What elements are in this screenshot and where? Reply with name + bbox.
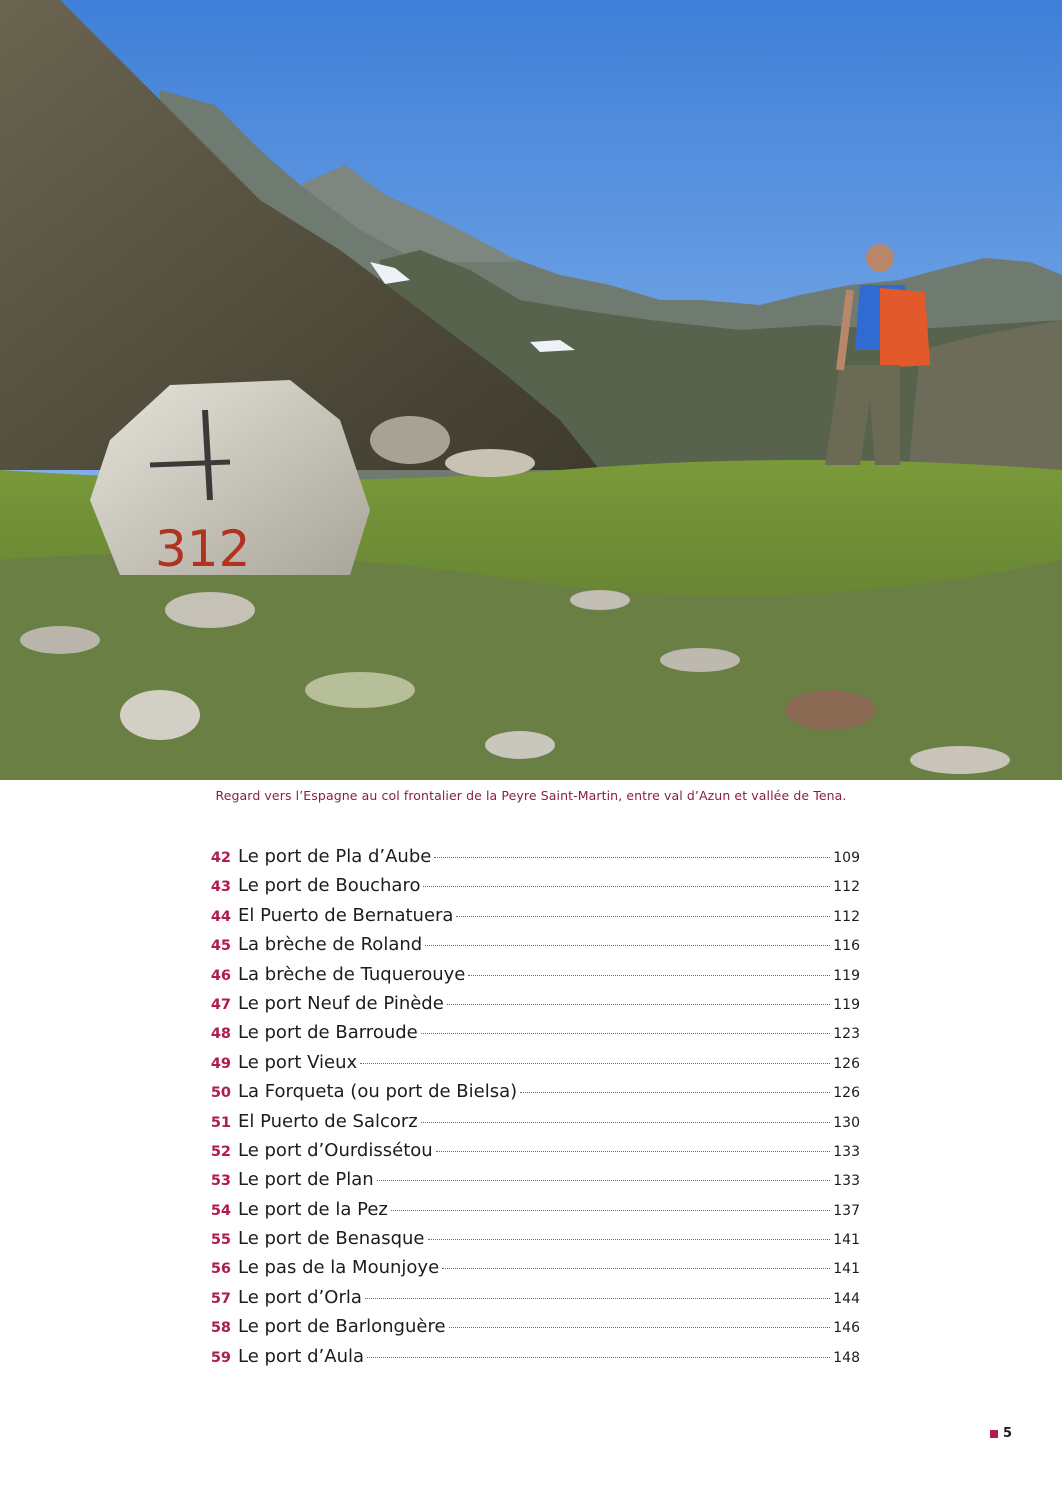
toc-leader-dots	[436, 1151, 830, 1152]
toc-entry-title: Le port d’Aula	[238, 1345, 365, 1367]
toc-entry-title: El Puerto de Bernatuera	[238, 904, 454, 926]
toc-entry-number: 48	[210, 1026, 231, 1043]
toc-entry-page: 119	[833, 996, 860, 1013]
boundary-stone-number: 312	[155, 520, 251, 578]
toc-entry-number: 46	[210, 967, 231, 984]
toc-leader-dots	[423, 886, 830, 887]
page-number: 5	[1002, 1426, 1012, 1441]
toc-leader-dots	[377, 1180, 830, 1181]
toc-entry-title: El Puerto de Salcorz	[238, 1110, 418, 1132]
toc-entry-page: 112	[833, 879, 860, 896]
toc-leader-dots	[447, 1004, 830, 1005]
toc-entry-title: Le port d’Ourdissétou	[238, 1139, 433, 1161]
toc-entry[interactable]	[198, 1287, 860, 1316]
toc-entry-number: 44	[210, 908, 231, 925]
toc-entry-title: Le port de Barroude	[238, 1022, 418, 1044]
toc-leader-dots	[367, 1357, 830, 1358]
toc-entry[interactable]	[198, 1257, 860, 1286]
toc-entry-number: 55	[210, 1232, 231, 1249]
toc-entry-number: 47	[210, 996, 231, 1013]
toc-entry-number: 52	[210, 1143, 231, 1160]
toc-entry-title: Le port de Plan	[238, 1169, 374, 1191]
toc-entry-page: 109	[833, 850, 860, 866]
toc-entry[interactable]	[198, 1169, 860, 1198]
toc-entry-number: 56	[210, 1261, 231, 1278]
toc-entry[interactable]	[198, 1052, 860, 1081]
toc-entry-title: Le port d’Orla	[238, 1286, 362, 1308]
toc-entry[interactable]	[198, 993, 860, 1022]
toc-entry-number: 54	[210, 1202, 231, 1219]
toc-entry-title: Le port Vieux	[238, 1051, 358, 1073]
toc-entry-number: 59	[210, 1349, 231, 1366]
toc-entry[interactable]	[198, 1199, 860, 1228]
toc-entry-number: 58	[210, 1320, 231, 1337]
toc-entry[interactable]	[198, 1081, 860, 1110]
toc-entry-number: 42	[210, 850, 231, 866]
toc-entry-page: 141	[833, 1232, 860, 1249]
toc-entry[interactable]	[198, 846, 860, 875]
page-folio	[990, 1426, 1012, 1441]
toc-leader-dots	[365, 1298, 830, 1299]
toc-entry-title: La brèche de Tuquerouye	[238, 963, 466, 985]
toc-leader-dots	[421, 1122, 830, 1123]
toc-leader-dots	[449, 1327, 830, 1328]
toc-leader-dots	[428, 1239, 831, 1240]
toc-entry[interactable]	[198, 964, 860, 993]
toc-entry-title: Le port de la Pez	[238, 1198, 388, 1220]
toc-entry-page: 112	[833, 908, 860, 925]
folio-square-icon	[990, 1430, 998, 1438]
toc-entry[interactable]	[198, 1346, 860, 1375]
toc-leader-dots	[456, 916, 830, 917]
toc-entry-title: Le port de Barlonguère	[238, 1316, 446, 1338]
toc-entry-page: 144	[833, 1290, 860, 1307]
toc-entry-page: 126	[833, 1055, 860, 1072]
toc-entry-page: 116	[833, 938, 860, 955]
toc-entry-page: 137	[833, 1202, 860, 1219]
toc-entry-number: 43	[210, 879, 231, 896]
toc-entry-page: 133	[833, 1173, 860, 1190]
toc-entry-title: Le port de Pla d’Aube	[238, 846, 432, 867]
toc-entry-number: 53	[210, 1173, 231, 1190]
toc-leader-dots	[442, 1268, 830, 1269]
toc-entry-title: La Forqueta (ou port de Bielsa)	[238, 1081, 518, 1103]
toc-entry-page: 119	[833, 967, 860, 984]
table-of-contents	[198, 846, 860, 1375]
toc-leader-dots	[520, 1092, 830, 1093]
toc-leader-dots	[425, 945, 830, 946]
toc-entry[interactable]	[198, 1140, 860, 1169]
toc-entry-number: 51	[210, 1114, 231, 1131]
toc-leader-dots	[468, 975, 830, 976]
toc-entry[interactable]	[198, 905, 860, 934]
toc-leader-dots	[391, 1210, 830, 1211]
toc-entry[interactable]	[198, 875, 860, 904]
toc-entry-page: 133	[833, 1143, 860, 1160]
toc-entry[interactable]	[198, 1228, 860, 1257]
toc-entry-page: 148	[833, 1349, 860, 1366]
toc-entry-title: Le port de Benasque	[238, 1228, 425, 1250]
toc-entry-page: 130	[833, 1114, 860, 1131]
toc-entry-number: 50	[210, 1085, 231, 1102]
toc-entry-title: Le pas de la Mounjoye	[238, 1257, 440, 1279]
toc-leader-dots	[434, 857, 830, 858]
toc-entry-title: La brèche de Roland	[238, 934, 423, 956]
toc-entry-page: 141	[833, 1261, 860, 1278]
toc-entry-page: 126	[833, 1085, 860, 1102]
toc-leader-dots	[421, 1033, 830, 1034]
toc-entry-title: Le port de Boucharo	[238, 875, 421, 897]
toc-entry-page: 146	[833, 1320, 860, 1337]
toc-entry-page: 123	[833, 1026, 860, 1043]
toc-entry-number: 45	[210, 938, 231, 955]
toc-leader-dots	[360, 1063, 830, 1064]
toc-entry[interactable]	[198, 1316, 860, 1345]
toc-entry-number: 49	[210, 1055, 231, 1072]
toc-entry[interactable]	[198, 1022, 860, 1051]
toc-entry-number: 57	[210, 1290, 231, 1307]
photo-caption: Regard vers l’Espagne au col frontalier de la Peyre Saint-Martin, entre val d’Azun et vallée de Tena.	[215, 788, 847, 803]
toc-entry[interactable]	[198, 1111, 860, 1140]
toc-entry-title: Le port Neuf de Pinède	[238, 992, 444, 1014]
toc-entry[interactable]	[198, 934, 860, 963]
